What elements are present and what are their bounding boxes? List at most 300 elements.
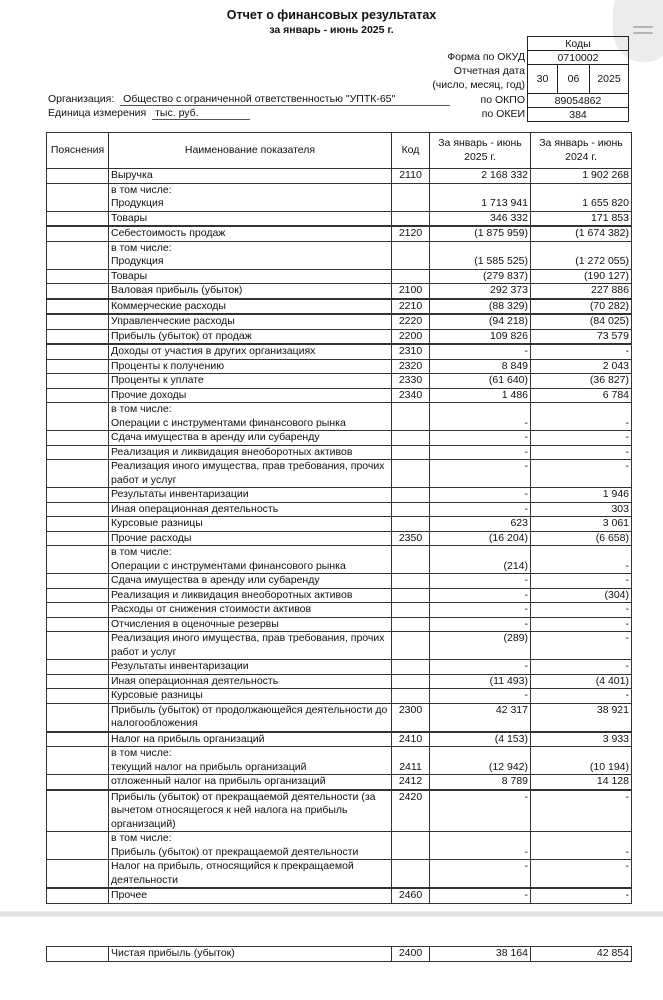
row-name [109, 344, 392, 359]
row-name [109, 314, 392, 329]
row-name-text: Прибыль (убыток) от прекращаемой деятельности (за вычетом относящегося к ней налога на прибыль организаций) [111, 790, 376, 830]
row-name-text: отложенный налог на прибыль организаций [111, 775, 326, 787]
row-name [109, 617, 392, 632]
table-row [47, 314, 632, 329]
row-value-2024: 3 933 [531, 732, 632, 747]
row-name-text: Валовая прибыль (убыток) [111, 284, 243, 296]
row-explanation [47, 832, 109, 860]
row-name-text: Реализация иного имущества, прав требования, прочих работ и услуг [111, 460, 385, 486]
row-explanation [47, 732, 109, 747]
row-value-2024: - [531, 832, 632, 860]
row-name [109, 431, 392, 446]
row-explanation [47, 329, 109, 344]
row-code [392, 689, 430, 704]
row-name [109, 183, 392, 211]
header-period-2025: За январь - июнь 2025 г. [430, 133, 531, 169]
row-code [392, 632, 430, 660]
row-value-2025: - [430, 574, 531, 589]
row-value-2025: - [430, 689, 531, 704]
row-value-2024: - [531, 460, 632, 488]
row-explanation [47, 689, 109, 704]
row-value-2024: - [531, 632, 632, 660]
row-name-text: Продукция [111, 255, 164, 267]
row-code: 2330 [392, 374, 430, 389]
okei-label: по ОКЕИ [481, 108, 525, 120]
row-code [392, 269, 430, 284]
header-explanations: Пояснения [47, 133, 109, 169]
row-name-text: Прибыль (убыток) от продаж [111, 329, 252, 342]
row-value-2025: (61 640) [430, 374, 531, 389]
row-name-text: Иная операционная деятельность [111, 502, 279, 515]
row-value-2025: (11 493) [430, 674, 531, 689]
row-value-2025: 623 [430, 517, 531, 532]
row-name [109, 241, 392, 269]
table-row [47, 299, 632, 315]
row-name-text: Отчисления в оценочные резервы [111, 617, 279, 630]
net-profit-2024: 42 854 [531, 947, 632, 962]
row-name [109, 502, 392, 517]
table-row [47, 517, 632, 532]
row-value-2024: - [531, 790, 632, 832]
row-name [109, 732, 392, 747]
row-name [109, 574, 392, 589]
row-value-2025: - [430, 344, 531, 359]
row-value-2024: - [531, 660, 632, 675]
row-name [109, 546, 392, 574]
table-row [47, 832, 632, 860]
table-row [47, 211, 632, 226]
table-row [47, 603, 632, 618]
row-code: 2410 [392, 732, 430, 747]
row-explanation [47, 314, 109, 329]
row-explanation [47, 603, 109, 618]
row-value-2024: - [531, 689, 632, 704]
row-explanation [47, 359, 109, 374]
table-row [47, 660, 632, 675]
row-value-2025: - [430, 832, 531, 860]
table-row [47, 732, 632, 747]
row-name-text: Проценты к уплате [111, 374, 204, 386]
row-name-text: Товары [111, 211, 148, 224]
row-code [392, 183, 430, 211]
including-label: в том числе: [111, 546, 172, 558]
row-name-text: Иная операционная деятельность [111, 674, 279, 687]
row-value-2024: - [531, 574, 632, 589]
row-name-text: Прочие расходы [111, 531, 192, 544]
row-name-text: Товары [111, 269, 148, 282]
row-name [109, 603, 392, 618]
table-row [47, 226, 632, 241]
table-row [47, 431, 632, 446]
row-code: 2310 [392, 344, 430, 359]
report-title: Отчет о финансовых результатах [226, 8, 437, 22]
row-value-2024: (190 127) [531, 269, 632, 284]
row-value-2025: - [430, 617, 531, 632]
row-name [109, 747, 392, 775]
row-value-2024: - [531, 344, 632, 359]
row-value-2024: - [531, 860, 632, 889]
row-explanation [47, 299, 109, 315]
table-row [47, 269, 632, 284]
row-code: 2340 [392, 388, 430, 403]
row-code [392, 488, 430, 503]
row-value-2024: (304) [531, 588, 632, 603]
table-row [47, 588, 632, 603]
row-code [392, 588, 430, 603]
row-name [109, 374, 392, 389]
row-name [109, 169, 392, 184]
row-code: 2350 [392, 531, 430, 546]
row-code [392, 603, 430, 618]
row-value-2025: 292 373 [430, 284, 531, 299]
row-value-2024: (10 194) [531, 747, 632, 775]
row-name-text: Прочие доходы [111, 388, 187, 401]
row-value-2024: 6 784 [531, 388, 632, 403]
row-code [392, 241, 430, 269]
table-row [47, 574, 632, 589]
row-code [392, 674, 430, 689]
row-name [109, 660, 392, 675]
row-value-2025: (16 204) [430, 531, 531, 546]
row-name [109, 284, 392, 299]
codes-labels [380, 36, 525, 121]
row-value-2025: - [430, 488, 531, 503]
row-value-2024: (36 827) [531, 374, 632, 389]
including-label: в том числе: [111, 747, 172, 759]
row-value-2025: - [430, 502, 531, 517]
row-code [392, 860, 430, 889]
row-code [392, 211, 430, 226]
row-code [392, 460, 430, 488]
row-explanation [47, 588, 109, 603]
row-explanation [47, 183, 109, 211]
codes-box [527, 36, 629, 122]
row-value-2025: 109 826 [430, 329, 531, 344]
row-name [109, 269, 392, 284]
table-row [47, 344, 632, 359]
row-value-2024: - [531, 546, 632, 574]
row-value-2024: - [531, 445, 632, 460]
row-name-text: Расходы от снижения стоимости активов [111, 603, 312, 615]
row-explanation [47, 860, 109, 889]
row-name-text: Курсовые разницы [111, 689, 203, 701]
row-name [109, 703, 392, 732]
row-code [392, 546, 430, 574]
row-name [109, 226, 392, 241]
row-value-2024: - [531, 403, 632, 431]
row-code: 2300 [392, 703, 430, 732]
row-value-2025: - [430, 431, 531, 446]
row-name [109, 531, 392, 546]
row-explanation [47, 211, 109, 226]
row-code: 2220 [392, 314, 430, 329]
table-row [47, 617, 632, 632]
row-value-2025: (214) [430, 546, 531, 574]
row-name-text: Прибыль (убыток) от продолжающейся деятельности до налогообложения [111, 703, 388, 729]
row-value-2025: - [430, 660, 531, 675]
okud-value: 0710002 [528, 51, 629, 65]
row-name [109, 790, 392, 832]
row-name-text: Курсовые разницы [111, 517, 203, 529]
row-code: 2460 [392, 888, 430, 903]
row-value-2024: - [531, 617, 632, 632]
row-name [109, 460, 392, 488]
row-name-text: Коммерческие расходы [111, 299, 226, 312]
row-name [109, 888, 392, 903]
row-code [392, 502, 430, 517]
row-explanation [47, 674, 109, 689]
row-value-2025: (94 218) [430, 314, 531, 329]
table-row [47, 359, 632, 374]
row-value-2024: 1 946 [531, 488, 632, 503]
date-month: 06 [558, 65, 590, 94]
row-value-2024: 2 043 [531, 359, 632, 374]
row-value-2025: 8 789 [430, 775, 531, 790]
including-label: в том числе: [111, 832, 172, 844]
row-name-text: Прибыль (убыток) от прекращаемой деятельности [111, 845, 359, 858]
row-code [392, 574, 430, 589]
row-name-text: Себестоимость продаж [111, 227, 226, 239]
row-value-2024: (1 674 382) [531, 226, 632, 241]
row-value-2024: (1 272 055) [531, 241, 632, 269]
organization-label: Организация: [48, 93, 115, 105]
row-explanation [47, 660, 109, 675]
row-value-2025: (279 837) [430, 269, 531, 284]
row-name-text: текущий налог на прибыль организаций [111, 760, 307, 773]
row-explanation [47, 775, 109, 790]
row-value-2025: (1 875 959) [430, 226, 531, 241]
row-value-2024: (4 401) [531, 674, 632, 689]
row-value-2024: 73 579 [531, 329, 632, 344]
row-explanation [47, 502, 109, 517]
row-value-2025: 1 713 941 [430, 183, 531, 211]
row-name-text: Выручка [111, 169, 153, 181]
header-code: Код [392, 133, 430, 169]
row-value-2024: 3 061 [531, 517, 632, 532]
row-name-text: Результаты инвентаризации [111, 660, 249, 672]
row-value-2024: - [531, 431, 632, 446]
including-label: в том числе: [111, 403, 172, 415]
row-explanation [47, 517, 109, 532]
table-row [47, 703, 632, 732]
date-label-1: Отчетная дата [453, 65, 525, 77]
row-explanation [47, 344, 109, 359]
row-value-2025: (1 585 525) [430, 241, 531, 269]
okpo-label: по ОКПО [480, 94, 525, 106]
row-value-2025: 8 849 [430, 359, 531, 374]
table-row [47, 329, 632, 344]
table-row [47, 488, 632, 503]
date-label-2: (число, месяц, год) [432, 79, 525, 91]
row-value-2025: 42 317 [430, 703, 531, 732]
table-header-row [47, 133, 632, 169]
row-name-text: Реализация и ликвидация внеоборотных активов [111, 588, 353, 601]
row-name [109, 359, 392, 374]
row-explanation [47, 632, 109, 660]
table-row [47, 674, 632, 689]
unit-value: тыс. руб. [152, 107, 250, 120]
table-row [47, 775, 632, 790]
row-name [109, 832, 392, 860]
row-name-text: Проценты к получению [111, 359, 225, 372]
row-value-2024: - [531, 603, 632, 618]
table-row [47, 689, 632, 704]
row-explanation [47, 460, 109, 488]
row-code: 2120 [392, 226, 430, 241]
row-value-2025: (289) [430, 632, 531, 660]
row-name [109, 517, 392, 532]
row-value-2025: (88 329) [430, 299, 531, 315]
table-row [47, 860, 632, 889]
report-period: за январь - июнь 2025 г. [269, 24, 394, 36]
row-value-2025: 1 486 [430, 388, 531, 403]
row-code [392, 832, 430, 860]
table-row [47, 888, 632, 903]
row-explanation [47, 284, 109, 299]
okud-label: Форма по ОКУД [447, 51, 525, 63]
row-value-2025: - [430, 790, 531, 832]
table-row [47, 241, 632, 269]
row-name-text: Сдача имущества в аренду или субаренду [111, 574, 320, 586]
row-value-2025: - [430, 603, 531, 618]
row-name [109, 860, 392, 889]
row-name [109, 445, 392, 460]
report-title-block [0, 8, 663, 37]
organization-line [48, 93, 450, 106]
table-row [47, 790, 632, 832]
row-value-2025: - [430, 888, 531, 903]
table-row [47, 388, 632, 403]
table-row [47, 403, 632, 431]
row-name [109, 588, 392, 603]
row-name [109, 329, 392, 344]
row-name [109, 388, 392, 403]
row-value-2024: 14 128 [531, 775, 632, 790]
row-name-text: Результаты инвентаризации [111, 488, 249, 500]
row-explanation [47, 574, 109, 589]
table-row [47, 747, 632, 775]
date-year: 2025 [590, 65, 629, 94]
row-code: 2320 [392, 359, 430, 374]
row-value-2024: 171 853 [531, 211, 632, 226]
net-profit-row [47, 947, 632, 962]
row-name-text: Продукция [111, 197, 164, 209]
row-name-text: Реализация и ликвидация внеоборотных активов [111, 445, 353, 458]
row-explanation [47, 888, 109, 903]
row-explanation [47, 546, 109, 574]
row-name [109, 403, 392, 431]
row-value-2025: 346 332 [430, 211, 531, 226]
row-value-2024: (70 282) [531, 299, 632, 315]
row-value-2025: - [430, 588, 531, 603]
including-label: в том числе: [111, 183, 172, 196]
row-code [392, 431, 430, 446]
table-row [47, 374, 632, 389]
row-explanation [47, 790, 109, 832]
row-name-text: Реализация иного имущества, прав требования, прочих работ и услуг [111, 632, 385, 658]
row-explanation [47, 241, 109, 269]
row-value-2024: 38 921 [531, 703, 632, 732]
row-code [392, 660, 430, 675]
row-explanation [47, 747, 109, 775]
row-value-2024: (6 658) [531, 531, 632, 546]
row-value-2024: (84 025) [531, 314, 632, 329]
header-name: Наименование показателя [109, 133, 392, 169]
table-row [47, 169, 632, 184]
row-code [392, 617, 430, 632]
row-explanation [47, 374, 109, 389]
row-name-text: Операции с инструментами финансового рынка [111, 559, 346, 572]
net-profit-explanation [47, 947, 109, 962]
row-explanation [47, 445, 109, 460]
row-explanation [47, 269, 109, 284]
date-day: 30 [528, 65, 558, 94]
row-name [109, 775, 392, 790]
row-explanation [47, 531, 109, 546]
row-explanation [47, 488, 109, 503]
row-value-2025: - [430, 460, 531, 488]
row-code [392, 517, 430, 532]
row-explanation [47, 403, 109, 431]
row-value-2025: (12 942) [430, 747, 531, 775]
row-name-text: Управленческие расходы [111, 315, 235, 327]
row-name [109, 689, 392, 704]
row-value-2024: - [531, 888, 632, 903]
row-explanation [47, 388, 109, 403]
unit-line [48, 107, 250, 120]
net-profit-name: Чистая прибыль (убыток) [109, 947, 392, 962]
unit-label: Единица измерения [48, 107, 147, 119]
row-name [109, 632, 392, 660]
row-value-2024: 1 655 820 [531, 183, 632, 211]
table-row [47, 632, 632, 660]
row-code: 2210 [392, 299, 430, 315]
row-name-text: Сдача имущества в аренду или субаренду [111, 431, 320, 443]
row-value-2025: (4 153) [430, 732, 531, 747]
codes-header: Коды [528, 37, 629, 51]
row-code: 2200 [392, 329, 430, 344]
row-explanation [47, 431, 109, 446]
table-row [47, 460, 632, 488]
row-name [109, 488, 392, 503]
row-explanation [47, 226, 109, 241]
row-code [392, 445, 430, 460]
table-row [47, 284, 632, 299]
row-value-2024: 303 [531, 502, 632, 517]
row-value-2025: - [430, 445, 531, 460]
financial-results-table [46, 132, 632, 904]
table-row [47, 183, 632, 211]
table-row [47, 445, 632, 460]
row-value-2024: 227 886 [531, 284, 632, 299]
row-value-2025: - [430, 860, 531, 889]
table-row [47, 531, 632, 546]
okpo-value: 89054862 [528, 94, 629, 108]
net-profit-code: 2400 [392, 947, 430, 962]
row-code: 2411 [392, 747, 430, 775]
row-explanation [47, 617, 109, 632]
row-name-text: Прочее [111, 889, 148, 901]
table-row [47, 546, 632, 574]
net-profit-table [46, 946, 632, 962]
row-value-2024: 1 902 268 [531, 169, 632, 184]
row-name-text: Операции с инструментами финансового рынка [111, 416, 346, 429]
row-value-2025: 2 168 332 [430, 169, 531, 184]
row-name-text: Налог на прибыль, относящийся к прекращаемой деятельности [111, 860, 354, 886]
row-code: 2420 [392, 790, 430, 832]
table-row [47, 502, 632, 517]
header-period-2024: За январь - июнь 2024 г. [531, 133, 632, 169]
